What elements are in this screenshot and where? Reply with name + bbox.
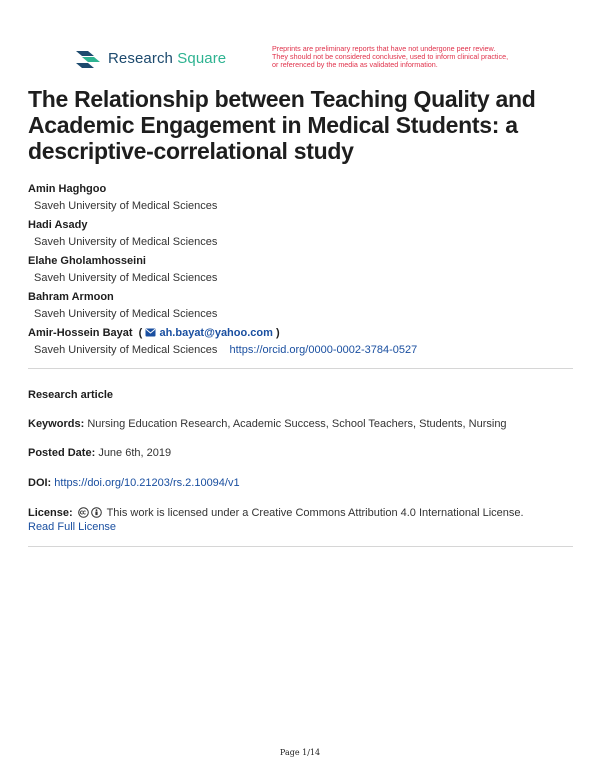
posted-date-value: June 6th, 2019: [98, 447, 172, 459]
doi-label: DOI:: [28, 477, 52, 489]
logo-word-square: Square: [177, 49, 227, 67]
cc-icons: [78, 507, 102, 518]
license-row: [28, 506, 578, 534]
license-text: This work is licensed under a Creative Commons Attribution 4.0 International License.: [106, 507, 524, 519]
keywords-label: Keywords:: [28, 418, 85, 430]
article-type-label: Research article: [28, 389, 113, 401]
author-affiliation: Saveh University of Medical Sciences: [34, 308, 218, 320]
author-name: Elahe Gholamhosseini: [28, 255, 146, 267]
preprint-notice: [272, 45, 540, 70]
divider-bottom: [28, 546, 573, 547]
doi-link[interactable]: https://doi.org/10.21203/rs.2.10094/v1: [54, 477, 240, 489]
read-full-license-link[interactable]: Read Full License: [28, 521, 117, 533]
page-number: Page 1/14: [279, 748, 321, 757]
keywords-row: [28, 417, 578, 431]
attribution-icon: [91, 507, 102, 518]
author-affiliation-row: [28, 343, 578, 362]
author-affiliation: Saveh University of Medical Sciences: [34, 272, 218, 284]
author-affiliation: Saveh University of Medical Sciences: [34, 236, 218, 248]
author-name: Amir-Hossein Bayat: [28, 327, 133, 339]
corresponding-author: [28, 326, 578, 343]
keywords-value: Nursing Education Research, Academic Success, School Teachers, Students, Nursing: [87, 418, 507, 430]
doi-row: [28, 476, 578, 490]
logo-word-research: Research: [108, 49, 173, 67]
paper-title: The Relationship between Teaching Quality and Academic Engagement in Medical Students: a descriptive-correlational study: [28, 86, 536, 164]
notice-line-3: or referenced by the media as validated information.: [272, 60, 438, 70]
posted-date-row: [28, 446, 578, 460]
posted-date-label: Posted Date:: [28, 447, 96, 459]
license-label: License:: [28, 507, 73, 519]
email-paren-open: (: [135, 327, 143, 339]
author-email-link[interactable]: ah.bayat@yahoo.com: [159, 327, 273, 339]
notice-line-2: They should not be considered conclusive, used to inform clinical practice,: [272, 52, 509, 62]
notice-line-1: Preprints are preliminary reports that have not undergone peer review.: [272, 44, 496, 53]
author-affiliation: Saveh University of Medical Sciences: [34, 200, 218, 212]
research-square-logo[interactable]: [74, 47, 226, 69]
author-list: [28, 182, 578, 362]
envelope-icon: [145, 328, 156, 337]
divider-top: [28, 368, 573, 369]
creative-commons-icon: [78, 507, 89, 518]
research-square-logo-icon: [74, 47, 102, 69]
logo-text: [108, 50, 226, 67]
article-type: [28, 388, 578, 402]
email-paren-close: ): [275, 327, 280, 339]
author-name: Hadi Asady: [28, 219, 88, 231]
orcid-link[interactable]: https://orcid.org/0000-0002-3784-0527: [229, 344, 418, 356]
author-affiliation: Saveh University of Medical Sciences: [34, 344, 218, 356]
author-name: Bahram Armoon: [28, 291, 114, 303]
author-name: Amin Haghgoo: [28, 183, 107, 195]
